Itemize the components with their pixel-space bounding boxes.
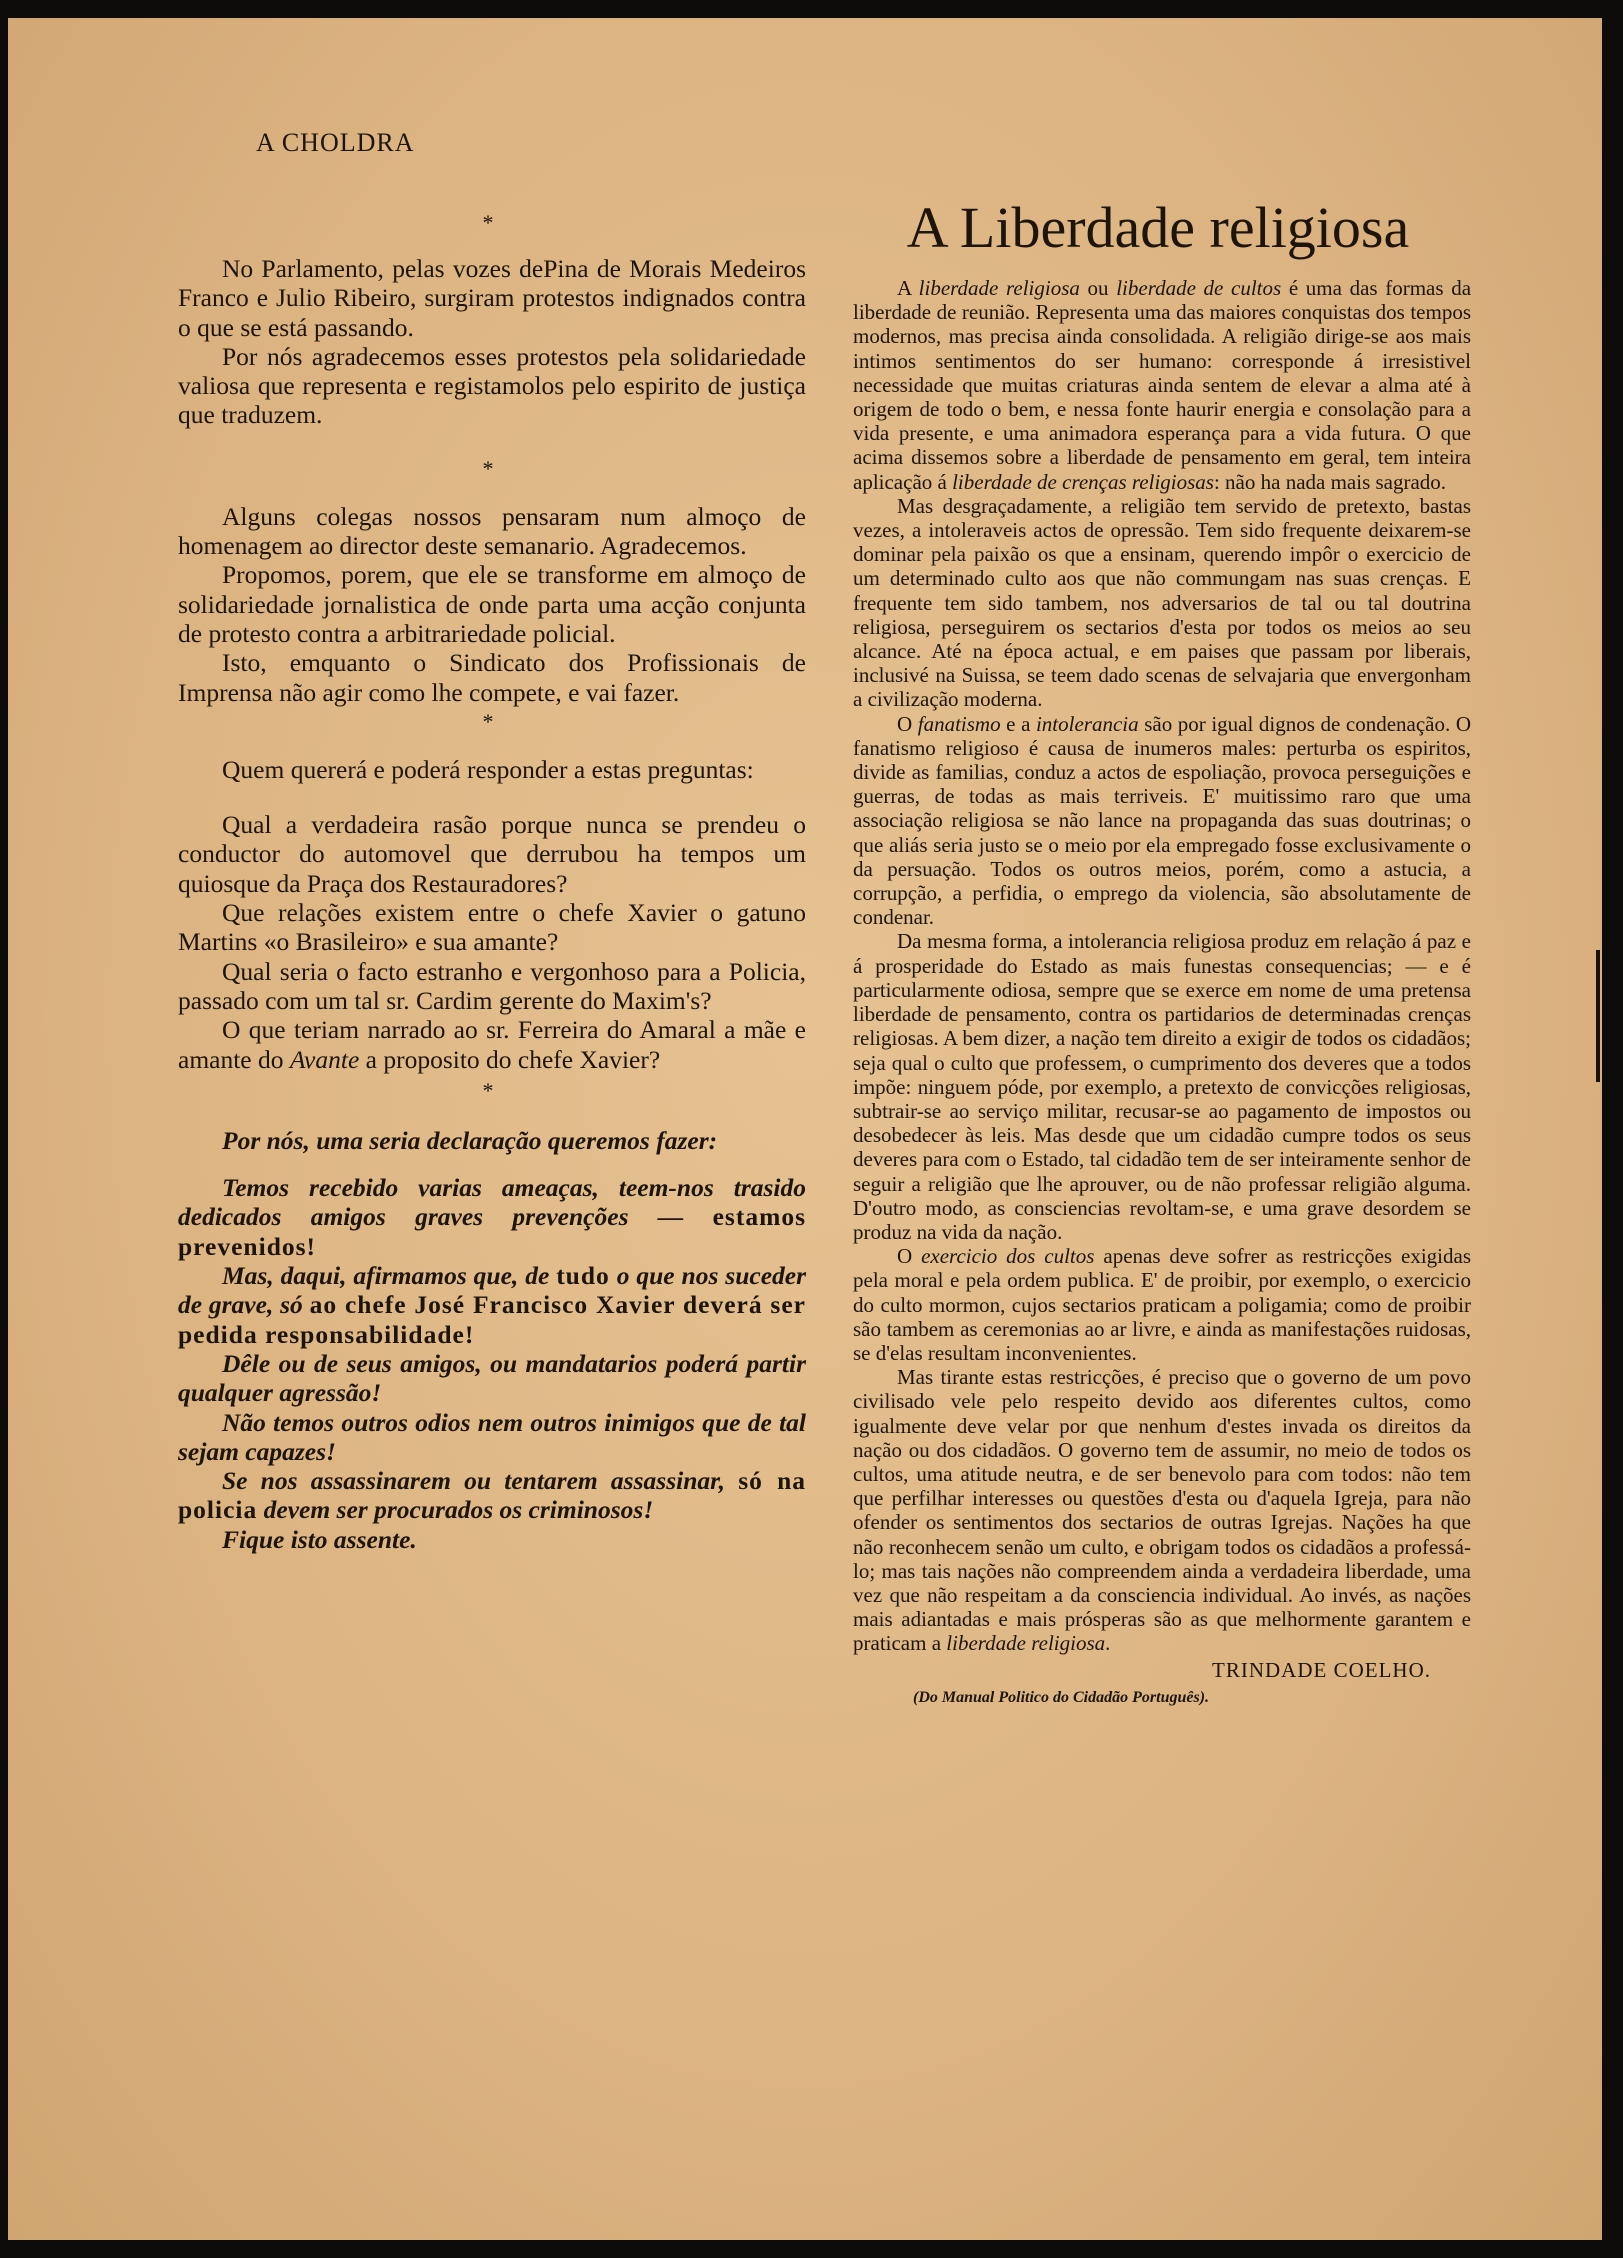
section-header: A CHOLDRA	[256, 128, 415, 157]
newspaper-name: Avante	[289, 1044, 360, 1074]
text-run: a proposito do chefe Xavier?	[359, 1044, 661, 1074]
text-run: Se nos assassinarem ou tentarem assassinar,	[222, 1466, 739, 1496]
italic-term: liberdade religiosa	[946, 1631, 1106, 1656]
separator-star: *	[482, 210, 494, 235]
text-run: são por igual dignos de condenação. O fanatismo religioso é causa de inumeros males: perturba os espiritos, divide as familias, conduz a actos de espoliação, provoca perseguições e guerras, de todas as mais terriveis. E' muitissimo raro que uma associação religiosa se não lance na propaganda das suas doutrinas; o que aliás seria justo se o meio por ela empregado fosse exclusivamente o da persuação. Todos os outros meios, porém, como a astucia, a corrupção, a perfidia, o emprego da violencia, são absolutamente de condenar.	[853, 711, 1471, 930]
text-run: é uma das formas da liberdade de reunião. Representa uma das maiores conquistas dos tempos modernos, mas precisa ainda consolidada. A religião dirige-se aos mais intimos sentimentos do ser humano: corresponde á irresistivel necessidade que muitas criaturas ainda sentem de elevar a alma até à origem de todo o bem, e nessa fonte haurir energia e consolação para a vida presente, e uma animadora esperança para a vida futura. O que acima dissemos sobre a liberdade de pensamento em geral, tem inteira aplicação á	[853, 276, 1472, 494]
text-run: Mas tirante estas restricções, é preciso que o governo de um povo civilisado vele pelo respeito devido aos diferentes cultos, como igualmente deve velar por que nenhum d'estes invada os direitos da nação ou dos cidadãos. O governo tem de assumir, no meio de todos os cultos, uma atitude neutra, e de ser benevolo para com todos: não tem que perfilhar interesses ou questões d'esta ou d'aquela Igreja, para não ofender os sentimentos dos sectarios de outras Igrejas. Nações ha que não reconhecem senão um culto, e obrigam todos os cidadãos a professá-lo; mas tais nações não compreendem ainda a verdadeira liberdade, uma vez que não respeitam a da consciencia individual. Ao invés, as nações mais adiantadas e mais prósperas são as que melhormente garantem e praticam a	[853, 1365, 1471, 1656]
source-citation: (Do Manual Politico do Cidadão Português).	[913, 1688, 1210, 1706]
italic-term: exercicio dos cultos	[921, 1244, 1095, 1269]
text-run: Mas, daqui, afirmamos que, de	[222, 1261, 557, 1291]
question: Que relações existem entre o chefe Xavier o gatuno Martins «o Brasileiro» e sua amante?	[178, 898, 806, 957]
declaration	[178, 1466, 806, 1525]
italic-term: fanatismo	[917, 711, 1001, 736]
newspaper-page	[8, 18, 1602, 2240]
page-edge-mark	[1596, 950, 1600, 1082]
question: Qual a verdadeira rasão porque nunca se prendeu o conductor do automovel que derrubou ha tempos um quiosque da Praça dos Restauradores?	[178, 810, 806, 898]
paragraph: Da mesma forma, a intolerancia religiosa produz em relação á paz e á prosperidade do Estado as mais funestas consequencias; — e é particularmente odiosa, sempre que se exerce em nome de uma pretensa liberdade de pensamento, contra os partidarios de determinadas crenças religiosas. A bem dizer, a nação tem direito a exigir de todos os cidadãos; seja qual o culto que professem, o cumprimento dos deveres que a todos impõe: ninguem póde, por exemplo, a pretexto de convicções religiosas, subtrair-se ao serviço militar, recusar-se ao pagamento de impostos ou desobedecer às leis. Mas desde que um cidadão cumpre todos os seus deveres para com o Estado, tal cidadão tem de ser inteiramente senhor de seguir a religião que lhe aprouver, ou de não professar religião alguma. D'outro modo, as consciencias revoltam-se, e uma grave desordem se produz na vida da nação.	[853, 929, 1471, 1244]
emphasis: ao chefe José Francisco Xavier deverá ser pedida responsabilidade!	[178, 1290, 806, 1349]
declaration	[178, 1173, 806, 1261]
paragraph: Isto, emquanto o Sindicato dos Profissionais de Imprensa não agir como lhe compete, e vai fazer.	[178, 648, 806, 707]
separator-star: *	[482, 708, 494, 734]
paragraph: Propomos, porem, que ele se transforme em almoço de solidariedade jornalistica de onde parta uma acção conjunta de protesto contra a arbitrariedade policial.	[178, 560, 806, 648]
text-run: devem ser procurados os criminosos!	[257, 1495, 654, 1525]
paragraph	[853, 1365, 1471, 1655]
text-run: Temos recebido varias ameaças, teem-nos trasido dedicados amigos graves prevenções —	[178, 1173, 806, 1232]
paragraph	[853, 1244, 1471, 1365]
declaration	[178, 1261, 806, 1349]
text-run: : não ha nada mais sagrado.	[1213, 469, 1447, 494]
italic-term: liberdade de crenças religiosas	[952, 469, 1214, 494]
separator-star: *	[482, 455, 494, 481]
text-run: apenas deve sofrer as restricções exigidas pela moral e pela ordem publica. E' de proibir, por exemplo, o exercicio do culto mormon, cujos sectarios praticam a poligamia; como de proibir são tambem as ceremonias ao ar livre, e ainda as manifestações ruidosas, se d'elas resultam inconvenientes.	[853, 1244, 1471, 1365]
declaration: Dêle ou de seus amigos, ou mandatarios poderá partir qualquer agressão!	[178, 1348, 806, 1408]
text-run: O	[897, 711, 918, 736]
author-signature: TRINDADE COELHO.	[1212, 1657, 1431, 1682]
text-run: o que nos suceder de grave, só	[178, 1261, 807, 1320]
question: Qual seria o facto estranho e vergonhoso para a Policia, passado com um tal sr. Cardim gerente do Maxim's?	[178, 956, 806, 1015]
declaration: Por nós, uma seria declaração queremos fazer:	[222, 1125, 718, 1155]
text-run: .	[1105, 1631, 1111, 1656]
text-run: ou	[1079, 276, 1117, 300]
left-column	[178, 210, 807, 1554]
paragraph: Quem quererá e poderá responder a estas preguntas:	[222, 754, 754, 784]
paragraph: Mas desgraçadamente, a religião tem servido de pretexto, bastas vezes, a intoleraveis actos de opressão. Tem sido frequente deixarem-se dominar pela paixão os que a ensinam, querendo impôr o exercicio de um determinado culto aos que não commungam nas suas crenças. E frequente tem sido tambem, nos adversarios de tal ou tal doutrina religiosa, perseguirem os sectarios d'esta por todos os meios ao seu alcance. Até na época actual, e em paises que passam por liberais, inclusivé na Suissa, se teem dado scenas de selvajaria que envergonham a civilização moderna.	[853, 493, 1471, 712]
text-run: e a	[1000, 711, 1036, 736]
emphasis: tudo	[556, 1261, 610, 1291]
italic-term: intolerancia	[1035, 711, 1139, 736]
declaration: Não temos outros odios nem outros inimigos que de tal sejam capazes!	[178, 1407, 806, 1466]
emphasis: estamos prevenidos!	[178, 1202, 806, 1261]
declaration: Fique isto assente.	[222, 1524, 417, 1554]
text-run: A	[897, 276, 919, 300]
question	[178, 1015, 806, 1074]
italic-term: liberdade de cultos	[1116, 276, 1282, 300]
paragraph: No Parlamento, pelas vozes dePina de Morais Medeiros Franco e Julio Ribeiro, surgiram protestos indignados contra o que se está passando.	[178, 254, 806, 342]
paragraph	[853, 276, 1471, 494]
right-column	[853, 276, 1471, 1710]
emphasis: só na policia	[178, 1466, 806, 1525]
article-title: A Liberdade religiosa	[906, 195, 1410, 260]
text-run: O	[897, 1244, 922, 1269]
paragraph: Alguns colegas nossos pensaram num almoço de homenagem ao director deste semanario. Agradecemos.	[178, 501, 806, 561]
paragraph: Por nós agradecemos esses protestos pela solidariedade valiosa que representa e registamolos pelo espirito de justiça que traduzem.	[178, 341, 806, 430]
text-run: O que teriam narrado ao sr. Ferreira do Amaral a mãe e amante do	[178, 1015, 806, 1074]
separator-star: *	[482, 1077, 494, 1103]
italic-term: liberdade religiosa	[918, 276, 1080, 300]
paragraph	[853, 712, 1471, 930]
